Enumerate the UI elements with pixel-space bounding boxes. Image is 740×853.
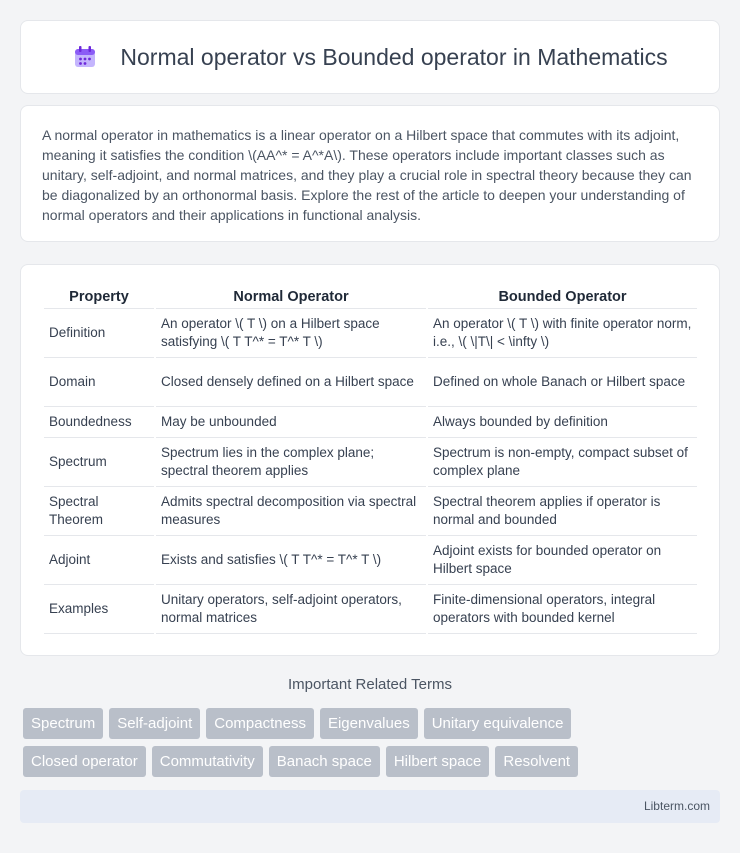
row-normal-value: Admits spectral decomposition via spectral measures	[156, 487, 426, 536]
table-row	[44, 438, 697, 487]
tag-row	[23, 708, 723, 739]
tag-banach-space[interactable]: Banach space	[269, 746, 380, 777]
row-property: Spectral Theorem	[44, 487, 154, 536]
tag-spectrum[interactable]: Spectrum	[23, 708, 103, 739]
row-property: Domain	[44, 358, 154, 407]
column-header-bounded: Bounded Operator	[428, 285, 697, 309]
footer	[20, 790, 720, 823]
column-header-normal: Normal Operator	[156, 285, 426, 309]
related-terms-title: Important Related Terms	[288, 676, 452, 693]
footer-site-link[interactable]: Libterm.com	[643, 799, 710, 813]
table-row	[44, 487, 697, 536]
comparison-table-card	[20, 264, 720, 656]
column-header-property: Property	[44, 285, 154, 309]
row-normal-value: Unitary operators, self-adjoint operators, normal matrices	[156, 585, 426, 634]
table-row	[44, 358, 697, 407]
tag-closed-operator[interactable]: Closed operator	[23, 746, 146, 777]
tag-compactness[interactable]: Compactness	[206, 708, 314, 739]
row-bounded-value: Spectral theorem applies if operator is normal and bounded	[428, 487, 697, 536]
row-property: Spectrum	[44, 438, 154, 487]
row-bounded-value: Defined on whole Banach or Hilbert space	[428, 358, 697, 407]
row-normal-value: Exists and satisfies \( T T^* = T^* T \)	[156, 536, 426, 585]
table-row	[44, 536, 697, 585]
tag-commutativity[interactable]: Commutativity	[152, 746, 263, 777]
row-bounded-value: Adjoint exists for bounded operator on Hilbert space	[428, 536, 697, 585]
tag-hilbert-space[interactable]: Hilbert space	[386, 746, 490, 777]
row-normal-value: Closed densely defined on a Hilbert space	[156, 358, 426, 407]
row-bounded-value: An operator \( T \) with finite operator norm, i.e., \( \|T\| < \infty \)	[428, 309, 697, 358]
row-property: Adjoint	[44, 536, 154, 585]
table-row	[44, 309, 697, 358]
tag-eigenvalues[interactable]: Eigenvalues	[320, 708, 418, 739]
row-bounded-value: Always bounded by definition	[428, 407, 697, 438]
table-row	[44, 585, 697, 634]
row-bounded-value: Finite-dimensional operators, integral operators with bounded kernel	[428, 585, 697, 634]
row-property: Definition	[44, 309, 154, 358]
table-header-row	[44, 285, 697, 309]
comparison-table	[42, 285, 699, 634]
header-card	[20, 20, 720, 94]
row-bounded-value: Spectrum is non-empty, compact subset of complex plane	[428, 438, 697, 487]
intro-text: A normal operator in mathematics is a linear operator on a Hilbert space that commutes with its adjoint, meaning it satisfies the condition \(AA^* = A^*A\). These operators include important classes such as unitary, self-adjoint, and normal matrices, and they play a crucial role in spectral theory because they can be diagonalized by an orthonormal basis. Explore the rest of the article to deepen your understanding of normal operators and their applications in functional analysis.	[42, 127, 692, 223]
page-title: Normal operator vs Bounded operator in Mathematics	[120, 43, 668, 70]
tag-self-adjoint[interactable]: Self-adjoint	[109, 708, 200, 739]
tag-row	[23, 746, 723, 777]
row-normal-value: May be unbounded	[156, 407, 426, 438]
calendar-icon	[72, 44, 98, 70]
intro-card	[20, 105, 720, 242]
row-property: Boundedness	[44, 407, 154, 438]
row-property: Examples	[44, 585, 154, 634]
related-terms-tags	[23, 708, 723, 784]
tag-unitary-equivalence[interactable]: Unitary equivalence	[424, 708, 572, 739]
table-row	[44, 407, 697, 438]
row-normal-value: Spectrum lies in the complex plane; spectral theorem applies	[156, 438, 426, 487]
row-normal-value: An operator \( T \) on a Hilbert space satisfying \( T T^* = T^* T \)	[156, 309, 426, 358]
tag-resolvent[interactable]: Resolvent	[495, 746, 578, 777]
